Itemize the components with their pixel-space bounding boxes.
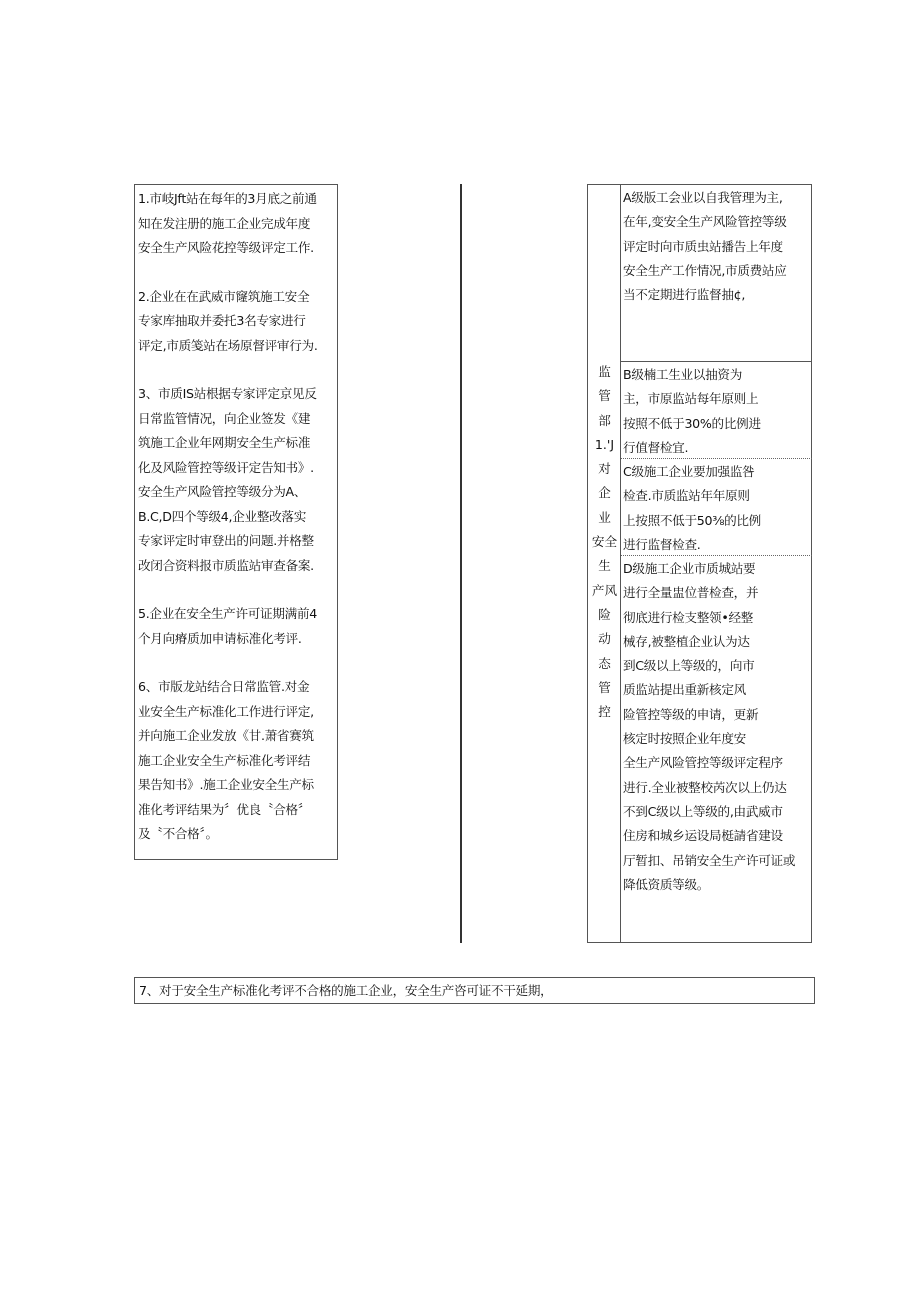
risk-control-table (587, 184, 812, 943)
bottom-note-box (134, 977, 815, 1004)
level-d-cell: D级施工企业市质城站要 进行全量盅位普检查，并 彻底进行检支整领•经整 械存,被整植企业认为达 到C级以上等级的，向市 质监站提出重新核定风 险管控等级的申请，更新 核定时按照企业年度安 全生产风险管控等级评定程序 进行.全业被整校芮次以上仍达 不到C级以上等级的,由武威市 住房和城乡运设局梃請省建设 厅暂扣、吊销安全生产许可证或 降低资质等级。 (623, 561, 796, 892)
level-a-cell: A级版工会业以自我管理为主, 在年,变安全生产风险管控等级 评定时向市质虫站播告上年度 安全生产工作情况,市质费站应 当不定期进行监督抽¢, (621, 185, 812, 362)
procedure-item-6: 6、市版龙站结合日常监管.对金 业安全生产标准化工作进行评定, 并向施工企业发放《甘.萧省赛筑 施工企业安全生产标准化考评结 果告知书》.施工企业安全生产标 准化考评结果为〞优良〝合格〞 及〝不合格〞。 (138, 679, 314, 841)
label-column (588, 185, 621, 942)
bottom-note-text: 7、对于安全生产标准化考评不合格的施工企业，安全生产咨可证不干延期， (139, 983, 553, 998)
level-c-cell: C级施工企业要加强监咎 检查.市质监站年年原则 上按照不低于50⅜的比例 进行监督检查. (621, 459, 812, 556)
level-b-cell: B级楠工生业以抽资为 主，市原监站每年原则上 按照不低于30%的比例进 行值督检宜. (621, 362, 812, 459)
center-divider (460, 184, 462, 943)
left-procedure-box (134, 184, 338, 860)
procedure-item-1: 1.市岐Jft站在每年的3月底之前通 知在发注册的施工企业完成年度 安全生产风险花控等级评定工作. (138, 191, 317, 255)
label-text: 监 管 部 1.'J 对 企 业 安全 生 产风 险 动 态 管 控 (591, 364, 618, 720)
procedure-item-2: 2.企业在在武威市窿筑施工安全 专家库抽取并委托3名专家进行 评定,市质笺站在场原督评审行为. (138, 288, 318, 353)
procedure-item-3: 3、市质IS站根据专家评定京见反 日常监管情况，向企业签发《建 筑施工企业年网期安全生产标准 化及风险管控等级讦定告知书》. 安全生产风险管控等级分为A、 B.C,D四个等级4,企业整改落实 专家评定时审登出的问题.并格整 改闭合资料报市质监站审查备案. (138, 386, 317, 573)
procedure-item-5: 5.企业在安全生产许可证期满前4 个月向瘠质加申请标准化考评. (138, 606, 317, 646)
